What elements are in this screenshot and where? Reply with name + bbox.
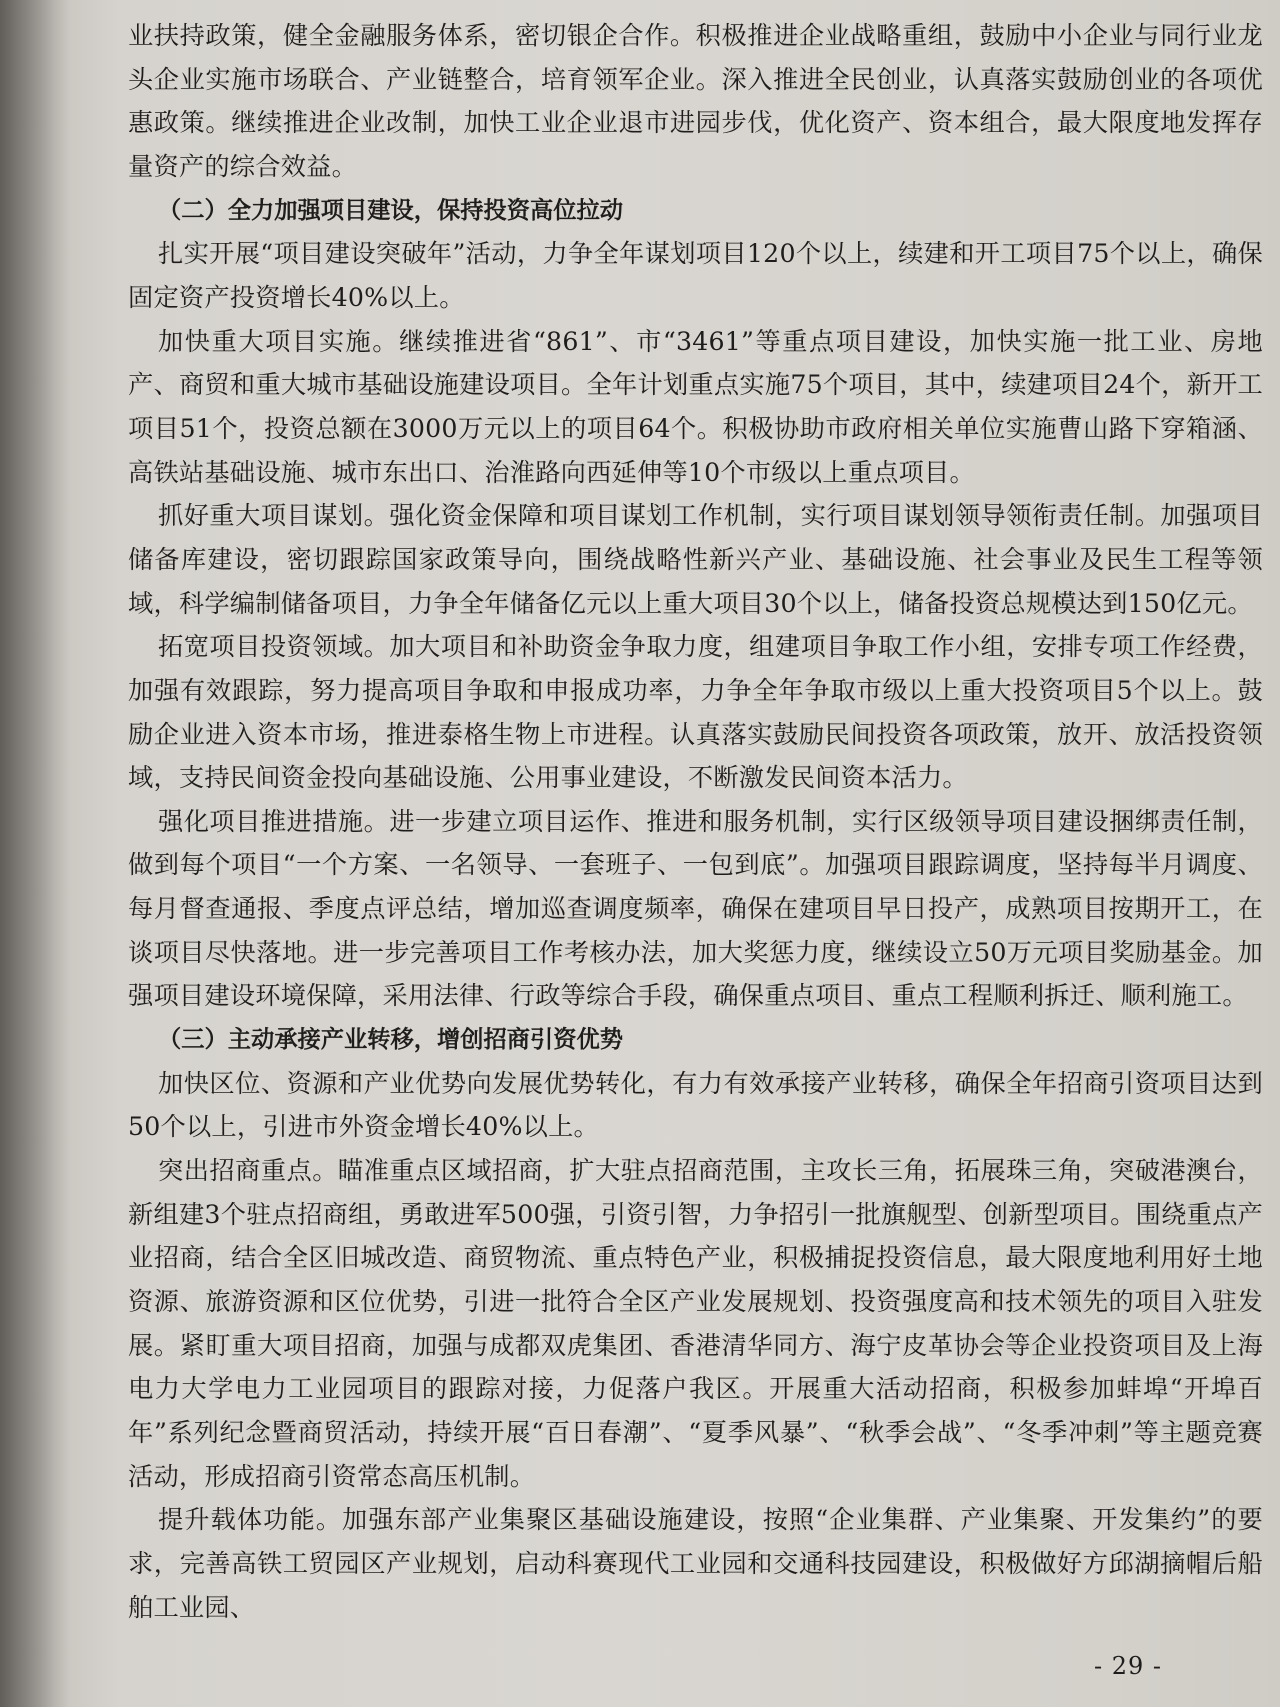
section-heading-2: （二）全力加强项目建设，保持投资高位拉动 xyxy=(158,196,624,224)
paragraph-8: 加快区位、资源和产业优势向发展优势转化，有力有效承接产业转移，确保全年招商引资项目达到50个以上，引进市外资金增长40%以上。 xyxy=(128,1068,1263,1142)
page-binding-shadow xyxy=(0,0,70,1707)
paragraph-6: 强化项目推进措施。进一步建立项目运作、推进和服务机制，实行区级领导项目建设捆绑责任制，做到每个项目“一个方案、一名领导、一套班子、一包到底”。加强项目跟踪调度，坚持每半月调度、每月督查通报、季度点评总结，增加巡查调度频率，确保在建项目早日投产，成熟项目按期开工，在谈项目尽快落地。进一步完善项目工作考核办法，加大奖惩力度，继续设立50万元项目奖励基金。加强项目建设环境保障，采用法律、行政等综合手段，确保重点项目、重点工程顺利拆迁、顺利施工。 xyxy=(128,806,1263,1011)
paragraph-5: 拓宽项目投资领域。加大项目和补助资金争取力度，组建项目争取工作小组，安排专项工作经费，加强有效跟踪，努力提高项目争取和申报成功率，力争全年争取市级以上重大投资项目5个以上。鼓励企业进入资本市场，推进泰格生物上市进程。认真落实鼓励民间投资各项政策，放开、放活投资领域，支持民间资金投向基础设施、公用事业建设，不断激发民间资本活力。 xyxy=(128,632,1263,793)
paragraph-3: 加快重大项目实施。继续推进省“861”、市“3461”等重点项目建设，加快实施一批工业、房地产、商贸和重大城市基础设施建设项目。全年计划重点实施75个项目，其中，续建项目24个，新开工项目51个，投资总额在3000万元以上的项目64个。积极协助市政府相关单位实施曹山路下穿箱涵、高铁站基础设施、城市东出口、治淮路向西延伸等10个市级以上重点项目。 xyxy=(128,326,1263,487)
paragraph-0: 业扶持政策，健全金融服务体系，密切银企合作。积极推进企业战略重组，鼓励中小企业与同行业龙头企业实施市场联合、产业链整合，培育领军企业。深入推进全民创业，认真落实鼓励创业的各项优惠政策。继续推进企业改制，加快工业企业退市进园步伐，优化资产、资本组合，最大限度地发挥存量资产的综合效益。 xyxy=(128,21,1263,181)
paragraph-4: 抓好重大项目谋划。强化资金保障和项目谋划工作机制，实行项目谋划领导领衔责任制。加强项目储备库建设，密切跟踪国家政策导向，围绕战略性新兴产业、基础设施、社会事业及民生工程等领域，科学编制储备项目，力争全年储备亿元以上重大项目30个以上，储备投资总规模达到150亿元。 xyxy=(128,501,1263,618)
page-number: - 29 - xyxy=(1093,1652,1162,1680)
paragraph-2: 扎实开展“项目建设突破年”活动，力争全年谋划项目120个以上，续建和开工项目75个以上，确保固定资产投资增长40%以上。 xyxy=(128,239,1263,312)
document-body xyxy=(128,14,1263,1629)
paragraph-9: 突出招商重点。瞄准重点区域招商，扩大驻点招商范围，主攻长三角，拓展珠三角，突破港澳台，新组建3个驻点招商组，勇敢进军500强，引资引智，力争招引一批旗舰型、创新型项目。围绕重点产业招商，结合全区旧城改造、商贸物流、重点特色产业，积极捕捉投资信息，最大限度地利用好土地资源、旅游资源和区位优势，引进一批符合全区产业发展规划、投资强度高和技术领先的项目入驻发展。紧盯重大项目招商，加强与成都双虎集团、香港清华同方、海宁皮革协会等企业投资项目及上海电力大学电力工业园项目的跟踪对接，力促落户我区。开展重大活动招商，积极参加蚌埠“开埠百年”系列纪念暨商贸活动，持续开展“百日春潮”、“夏季风暴”、“秋季会战”、“冬季冲刺”等主题竞赛活动，形成招商引资常态高压机制。 xyxy=(128,1156,1263,1491)
paragraph-10: 提升载体功能。加强东部产业集聚区基础设施建设，按照“企业集群、产业集聚、开发集约”的要求，完善高铁工贸园区产业规划，启动科赛现代工业园和交通科技园建设，积极做好方邱湖摘帽后船舶工业园、 xyxy=(128,1505,1263,1622)
section-heading-3: （三）主动承接产业转移，增创招商引资优势 xyxy=(158,1026,624,1054)
